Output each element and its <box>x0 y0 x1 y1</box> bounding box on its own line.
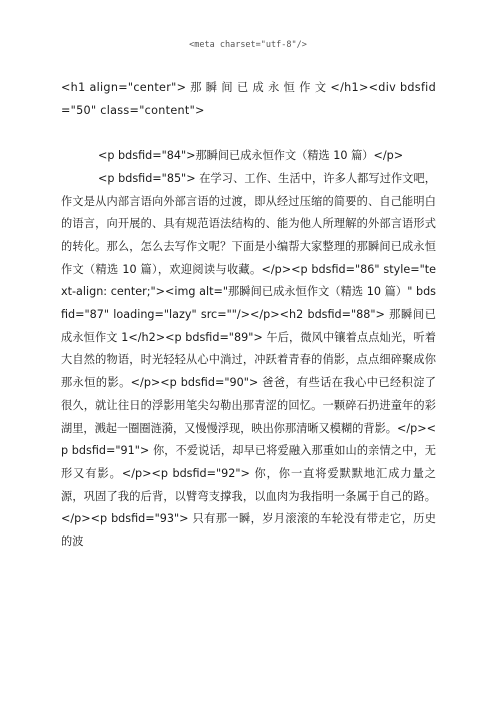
meta-charset-line: <meta charset="utf-8"/> <box>189 40 307 50</box>
body-markup-paragraph: <p bdsfid="85"> 在学习、工作、生活中，许多人都写过作文吧，作文是从内部言语向外部言语的过渡，即从经过压缩的简要的、自己能明白的语言，向开展的、具有规范语法结构的、能为他人所理解的外部言语形式的转化。那么，怎么去写作文呢？下面是小编帮大家整理的那瞬间已成永恒作文（精选 10 篇），欢迎阅读与收藏。</p><p bdsfid="86" style="text-align: center;"><img alt="那瞬间已成永恒作文（精选 10 篇）" bdsfid="87" loading="lazy" src=""/></p><h2 bdsfid="88"> 那瞬间已成永恒作文 1</h2><p bdsfid="89"> 午后，微风中镶着点点灿光，听着大自然的物语，时光轻轻从心中淌过，冲跃着青春的俏影，点点细碎聚成你那永恒的影。</p><p bdsfid="90"> 爸爸，有些话在我心中已经积淀了很久，就让往日的浮影用笔尖勾勒出那青涩的回忆。一颗碎石扔进童年的彩湖里，溅起一圈圈涟漪，又慢慢浮现，映出你那清晰又模糊的背影。</p><p bdsfid="91"> 你，不爱说话，却早已将爱融入那重如山的亲情之中，无形又有影。</p><p bdsfid="92"> 你，你一直将爱默默地汇成力量之源，巩固了我的后背，以臂弯支撑我，以血肉为我指明一条属于自己的路。</p><p bdsfid="93"> 只有那一瞬，岁月滚滚的车轮没有带走它，历史的波 <box>61 171 436 549</box>
subtitle-markup-paragraph: <p bdsfid="84">那瞬间已成永恒作文（精选 10 篇）</p> <box>98 149 404 163</box>
document-body <box>61 77 436 554</box>
title-markup-paragraph: <h1 align="center"> 那 瞬 间 已 成 永 恒 作 文 </h1><div bdsfid="50" class="content"> <box>61 81 436 117</box>
